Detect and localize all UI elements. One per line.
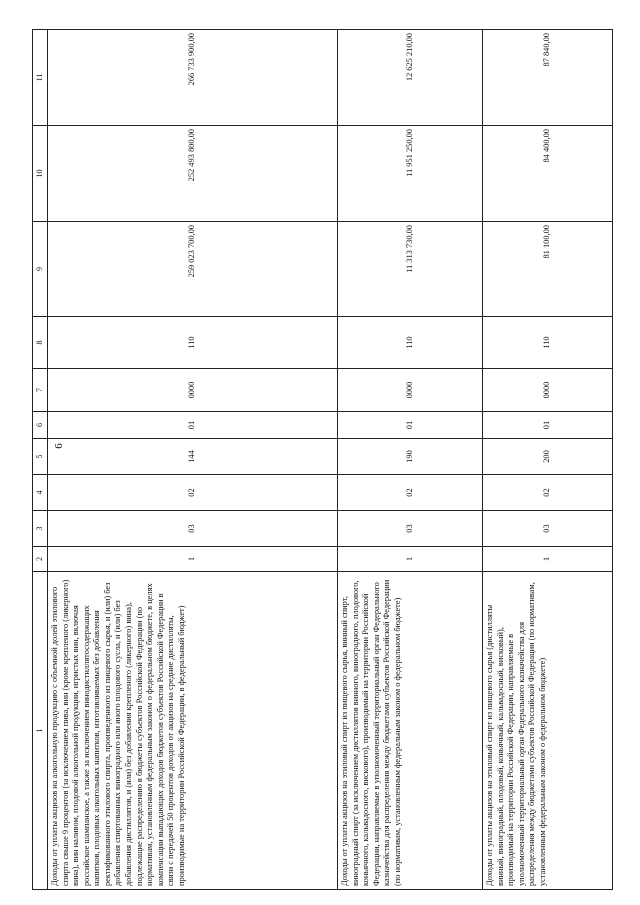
cell: 1 bbox=[338, 547, 483, 572]
cell: 01 bbox=[483, 412, 613, 439]
cell: 110 bbox=[483, 317, 613, 369]
row-description: Доходы от уплаты акцизов на этиловый спирт из пищевого сырья (дистилляты винный, виноградный, плодовый, коньячный, кальвадосный, висковый), производимый на территории Российской Федерации, направляемые в уполномоченный территориальный орган Федерального казначейства для распределения между бюджетами субъектов Российской Федерации (по нормативам, установленным федеральным законом о федеральном бюджете) bbox=[483, 572, 613, 890]
header-cell: 7 bbox=[33, 369, 48, 412]
cell: 1 bbox=[483, 547, 613, 572]
header-cell: 2 bbox=[33, 547, 48, 572]
cell: 110 bbox=[48, 317, 338, 369]
amount-cell: 11 951 250,00 bbox=[338, 126, 483, 222]
amount-cell: 87 840,00 bbox=[483, 30, 613, 126]
cell: 0000 bbox=[483, 369, 613, 412]
header-cell: 1 bbox=[33, 572, 48, 890]
cell: 0000 bbox=[48, 369, 338, 412]
cell: 01 bbox=[48, 412, 338, 439]
amount-cell: 81 100,00 bbox=[483, 222, 613, 317]
header-cell: 4 bbox=[33, 475, 48, 511]
page-number: 6 bbox=[52, 443, 65, 449]
header-cell: 11 bbox=[33, 30, 48, 126]
cell: 0000 bbox=[338, 369, 483, 412]
amount-cell: 12 625 210,00 bbox=[338, 30, 483, 126]
cell: 190 bbox=[338, 439, 483, 475]
row-description: Доходы от уплаты акцизов на этиловый спирт из пищевого сырья, винный спирт, виноградный спирт (за исключением дистиллятов винного, виноградного, плодового, коньячного, кальвадосного, вискового), производимый на территории Российской Федерации, направляемые в уполномоченный территориальный орган Федерального казначейства для распределения между бюджетами субъектов Российской Федерации (по нормативам, установленным федеральным законом о федеральном бюджете) bbox=[338, 572, 483, 890]
table-row bbox=[483, 30, 613, 890]
cell: 200 bbox=[483, 439, 613, 475]
amount-cell: 11 313 730,00 bbox=[338, 222, 483, 317]
header-cell: 6 bbox=[33, 412, 48, 439]
cell: 03 bbox=[483, 511, 613, 547]
cell: 03 bbox=[338, 511, 483, 547]
table-row bbox=[48, 30, 338, 890]
cell: 110 bbox=[338, 317, 483, 369]
header-row bbox=[33, 30, 48, 890]
amount-cell: 259 023 700,00 bbox=[48, 222, 338, 317]
cell: 02 bbox=[48, 475, 338, 511]
cell: 1 bbox=[48, 547, 338, 572]
header-cell: 9 bbox=[33, 222, 48, 317]
row-description: Доходы от уплаты акцизов на алкогольную продукцию с объемной долей этилового спирта свыше 9 процентов (за исключением пива, вин (кроме крепленого (ликерного) вина), вин наливом, плодовой алкогольной продукции, игристых вин, включая российское шампанское, а также за исключением винодистиллятосодержащих напитков, плодовых алкогольных напитков, изготавливаемых без добавления ректификованного этилового спирта, произведенного из пищевого сырья, и (или) без добавления спиртованных виноградного или иного плодового сусла, и (или) без добавления дистиллятов, и (или) без добавления крепленого (ликерного) вина), подлежащие распределению в бюджеты субъектов Российской Федерации (по нормативам, установленным федеральным законом о федеральном бюджете, в целях компенсации выпадающих доходов бюджетов субъектов Российской Федерации в связи с передачей 50 процентов доходов от акцизов на средние дистилляты, производимые на территории Российской Федерации, в федеральный бюджет) bbox=[48, 572, 338, 890]
rotated-page bbox=[32, 30, 612, 890]
header-cell: 3 bbox=[33, 511, 48, 547]
cell: 02 bbox=[483, 475, 613, 511]
cell: 144 bbox=[48, 439, 338, 475]
revenue-table bbox=[32, 29, 613, 890]
header-cell: 5 bbox=[33, 439, 48, 475]
header-cell: 10 bbox=[33, 126, 48, 222]
amount-cell: 266 733 900,00 bbox=[48, 30, 338, 126]
table-row bbox=[338, 30, 483, 890]
cell: 01 bbox=[338, 412, 483, 439]
amount-cell: 84 400,00 bbox=[483, 126, 613, 222]
header-cell: 8 bbox=[33, 317, 48, 369]
cell: 02 bbox=[338, 475, 483, 511]
amount-cell: 252 493 800,00 bbox=[48, 126, 338, 222]
cell: 03 bbox=[48, 511, 338, 547]
